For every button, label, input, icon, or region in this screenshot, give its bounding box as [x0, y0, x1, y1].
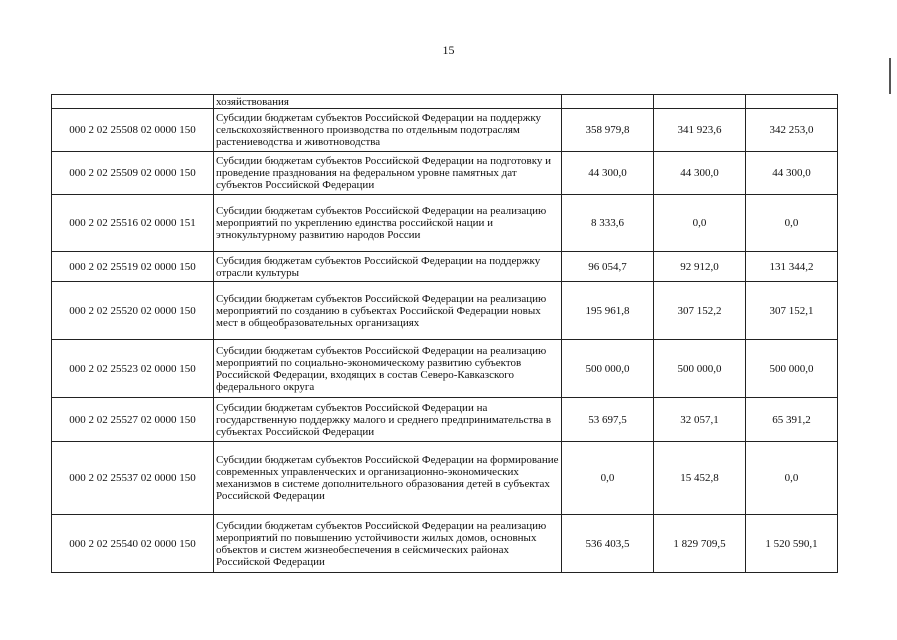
description-cell: Субсидии бюджетам субъектов Российской Федерации на реализацию мероприятий по укреплению единства российской нации и этнокультурному развитию народов России: [214, 195, 562, 252]
value-2021-cell: 131 344,2: [746, 252, 838, 282]
budget-code-cell: 000 2 02 25527 02 0000 150: [52, 398, 214, 442]
table-row: [52, 282, 838, 340]
table-row: [52, 152, 838, 195]
value-2020-cell: 307 152,2: [654, 282, 746, 340]
budget-code-cell: 000 2 02 25520 02 0000 150: [52, 282, 214, 340]
budget-code-cell: 000 2 02 25540 02 0000 150: [52, 515, 214, 573]
value-2020-cell: 44 300,0: [654, 152, 746, 195]
value-2020-cell: 1 829 709,5: [654, 515, 746, 573]
value-2021-cell: 307 152,1: [746, 282, 838, 340]
description-cell: Субсидии бюджетам субъектов Российской Федерации на формирование современных управленческих и организационно-экономических механизмов в системе дополнительного образования детей в субъектах Российской Федерации: [214, 442, 562, 515]
budget-code-cell: 000 2 02 25508 02 0000 150: [52, 109, 214, 152]
table-row: [52, 515, 838, 573]
description-cell: Субсидия бюджетам субъектов Российской Федерации на поддержку отрасли культуры: [214, 252, 562, 282]
table-row: [52, 442, 838, 515]
value-2021-cell: 500 000,0: [746, 340, 838, 398]
budget-table: [51, 94, 838, 573]
value-2019-cell: 0,0: [562, 442, 654, 515]
value-2021-cell: 1 520 590,1: [746, 515, 838, 573]
value-2019-cell: [562, 95, 654, 109]
description-cell: Субсидии бюджетам субъектов Российской Федерации на реализацию мероприятий по повышению устойчивости жилых домов, основных объектов и систем жизнеобеспечения в сейсмических районах Российской Федерации: [214, 515, 562, 573]
description-cell: Субсидии бюджетам субъектов Российской Федерации на подготовку и проведение празднования на федеральном уровне памятных дат субъектов Российской Федерации: [214, 152, 562, 195]
table-row: [52, 95, 838, 109]
value-2019-cell: 96 054,7: [562, 252, 654, 282]
budget-code-cell: [52, 95, 214, 109]
table-row: [52, 195, 838, 252]
description-cell: Субсидии бюджетам субъектов Российской Федерации на поддержку сельскохозяйственного производства по отдельным подотраслям растениеводства и животноводства: [214, 109, 562, 152]
budget-code-cell: 000 2 02 25523 02 0000 150: [52, 340, 214, 398]
value-2020-cell: 92 912,0: [654, 252, 746, 282]
table-row: [52, 398, 838, 442]
budget-code-cell: 000 2 02 25519 02 0000 150: [52, 252, 214, 282]
value-2021-cell: 342 253,0: [746, 109, 838, 152]
scan-edge-mark: [889, 58, 891, 94]
value-2020-cell: 0,0: [654, 195, 746, 252]
value-2020-cell: [654, 95, 746, 109]
value-2021-cell: 44 300,0: [746, 152, 838, 195]
value-2020-cell: 32 057,1: [654, 398, 746, 442]
value-2019-cell: 536 403,5: [562, 515, 654, 573]
description-cell: Субсидии бюджетам субъектов Российской Федерации на реализацию мероприятий по социально-экономическому развитию субъектов Российской Федерации, входящих в состав Северо-Кавказского федерального округа: [214, 340, 562, 398]
budget-code-cell: 000 2 02 25516 02 0000 151: [52, 195, 214, 252]
value-2021-cell: 0,0: [746, 195, 838, 252]
budget-code-cell: 000 2 02 25509 02 0000 150: [52, 152, 214, 195]
table-row: [52, 109, 838, 152]
value-2021-cell: [746, 95, 838, 109]
description-cell: хозяйствования: [214, 95, 562, 109]
page-number: 15: [442, 43, 455, 57]
value-2019-cell: 8 333,6: [562, 195, 654, 252]
value-2019-cell: 53 697,5: [562, 398, 654, 442]
description-cell: Субсидии бюджетам субъектов Российской Федерации на реализацию мероприятий по созданию в субъектах Российской Федерации новых мест в общеобразовательных организациях: [214, 282, 562, 340]
value-2019-cell: 195 961,8: [562, 282, 654, 340]
value-2021-cell: 0,0: [746, 442, 838, 515]
value-2020-cell: 15 452,8: [654, 442, 746, 515]
value-2020-cell: 500 000,0: [654, 340, 746, 398]
value-2021-cell: 65 391,2: [746, 398, 838, 442]
value-2019-cell: 44 300,0: [562, 152, 654, 195]
value-2020-cell: 341 923,6: [654, 109, 746, 152]
table-row: [52, 252, 838, 282]
description-cell: Субсидии бюджетам субъектов Российской Федерации на государственную поддержку малого и среднего предпринимательства в субъектах Российской Федерации: [214, 398, 562, 442]
value-2019-cell: 358 979,8: [562, 109, 654, 152]
budget-code-cell: 000 2 02 25537 02 0000 150: [52, 442, 214, 515]
table-row: [52, 340, 838, 398]
value-2019-cell: 500 000,0: [562, 340, 654, 398]
budget-table-body: [52, 95, 838, 573]
